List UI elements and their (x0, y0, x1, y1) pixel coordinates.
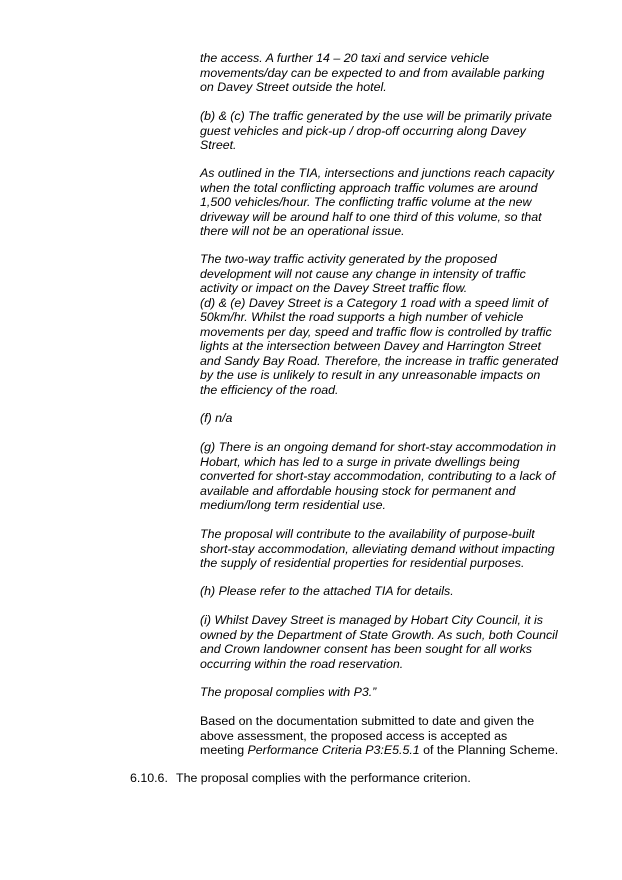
assessment-paragraph (200, 714, 570, 758)
text-line: development will not cause any change in intensity of traffic (200, 266, 526, 281)
paragraph-access-movements (200, 51, 570, 95)
paragraph-tia-capacity (200, 166, 570, 239)
text-line (200, 743, 570, 758)
paragraph-h (200, 584, 570, 599)
text-line: the access. A further 14 – 20 taxi and service vehicle (200, 51, 490, 65)
paragraph-complies-p3 (200, 685, 570, 700)
clause-text: The proposal complies with the performance criterion. (176, 771, 471, 785)
text-line: and Sandy Bay Road. Therefore, the increase in traffic generated (200, 353, 559, 368)
text-line: (h) Please refer to the attached TIA for details. (200, 584, 454, 598)
text-line: 1,500 vehicles/hour. The conflicting traffic volume at the new (200, 195, 532, 209)
text-line: occurring within the road reservation. (200, 656, 404, 671)
text-line: guest vehicles and pick-up / drop-off occurring along Davey (200, 123, 526, 138)
text-line: (b) & (c) The traffic generated by the use will be primarily private (200, 109, 552, 123)
text-line: lights at the intersection between Davey and Harrington Street (200, 339, 541, 353)
text-line: The proposal will contribute to the availability of purpose-built (200, 527, 535, 541)
text-line: there will not be an operational issue. (200, 224, 405, 238)
text-line: when the total conflicting approach traffic volumes are around (200, 180, 538, 195)
clause-6-10-6 (130, 771, 471, 786)
text-line: owned by the Department of State Growth. As such, both Council (200, 627, 558, 642)
text-line: by the use is unlikely to result in any unreasonable impacts on (200, 368, 541, 382)
text-line: (g) There is an ongoing demand for short-stay accommodation in (200, 440, 557, 454)
text-line: Hobart, which has led to a surge in private dwellings being (200, 454, 520, 469)
text-line: converted for short-stay accommodation, contributing to a lack of (200, 469, 556, 483)
text-line: short-stay accommodation, alleviating demand without impacting (200, 541, 555, 556)
assessment-suffix: of the Planning Scheme. (419, 743, 559, 757)
assessment-prefix: meeting (200, 743, 248, 757)
text-line: (d) & (e) Davey Street is a Category 1 road with a speed limit of (200, 295, 548, 310)
text-line: Based on the documentation submitted to date and given the (200, 714, 535, 728)
text-line: and Crown landowner consent has been sought for all works (200, 642, 532, 656)
text-line: (i) Whilst Davey Street is managed by Hobart City Council, it is (200, 613, 543, 627)
performance-criteria-ref: Performance Criteria P3:E5.5.1 (247, 743, 420, 757)
text-line: Street. (200, 138, 237, 152)
text-line: As outlined in the TIA, intersections and junctions reach capacity (200, 166, 555, 180)
text-line: (f) n/a (200, 411, 233, 425)
clause-number: 6.10.6. (130, 771, 168, 785)
paragraph-i (200, 613, 570, 671)
paragraph-d-e (200, 252, 570, 397)
text-line: medium/long term residential use. (200, 498, 386, 512)
text-line: activity or impact on the Davey Street traffic flow. (200, 281, 468, 295)
text-line: the supply of residential properties for residential purposes. (200, 556, 525, 570)
paragraph-purpose-built (200, 527, 570, 571)
text-line: The proposal complies with P3.” (200, 685, 377, 699)
text-line: the efficiency of the road. (200, 382, 339, 397)
paragraph-f (200, 411, 570, 426)
text-line: movements/day can be expected to and from available parking (200, 65, 545, 80)
text-line: on Davey Street outside the hotel. (200, 80, 387, 94)
paragraph-g (200, 440, 570, 513)
text-line: available and affordable housing stock for permanent and (200, 483, 516, 498)
text-line: The two-way traffic activity generated by the proposed (200, 252, 497, 266)
text-line: above assessment, the proposed access is accepted as (200, 728, 508, 743)
text-line: driveway will be around half to one third of this volume, so that (200, 209, 542, 224)
paragraph-b-c (200, 109, 570, 153)
text-line: 50km/hr. Whilst the road supports a high number of vehicle (200, 310, 524, 324)
text-line: movements per day, speed and traffic flow is controlled by traffic (200, 324, 552, 339)
